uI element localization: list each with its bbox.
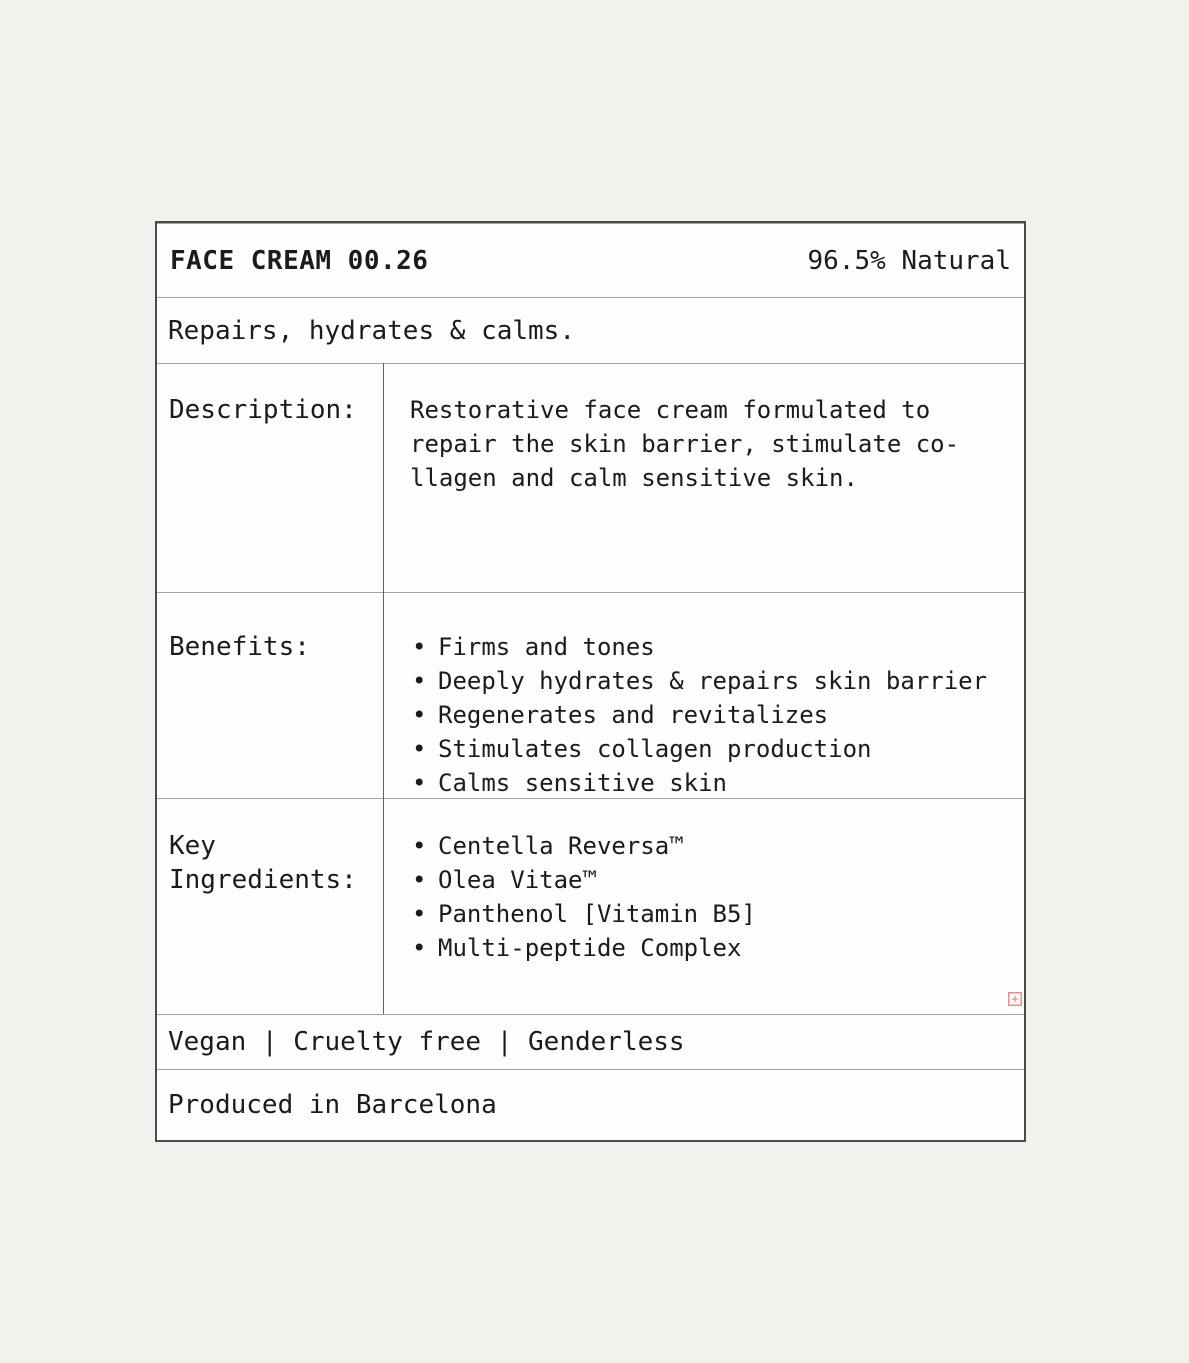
benefit-item: • Regenerates and revitalizes	[383, 698, 1024, 732]
benefits-row	[157, 592, 1024, 798]
benefits-label-cell	[157, 593, 383, 798]
natural-percentage-label: 96.5% Natural	[807, 245, 1011, 276]
product-title: FACE CREAM 00.26	[170, 245, 429, 276]
ingredient-item: • Centella Reversa™	[383, 829, 1024, 863]
header-row	[157, 223, 1024, 297]
plus-square-icon[interactable]	[1008, 981, 1022, 995]
description-line: Restorative face cream formulated to	[410, 396, 931, 424]
benefit-item: • Deeply hydrates & repairs skin barrier	[383, 664, 1024, 698]
description-label: Description:	[169, 395, 357, 425]
ingredient-item: • Olea Vitae™	[383, 863, 1024, 897]
origin-text: Produced in Barcelona	[168, 1090, 497, 1120]
benefit-item: • Firms and tones	[383, 630, 1024, 664]
benefit-item: • Stimulates collagen production	[383, 732, 1024, 766]
column-divider	[383, 363, 384, 1014]
key-ingredients-list	[383, 829, 1024, 965]
key-ingredients-row	[157, 798, 1024, 1014]
key-ingredients-label-cell	[157, 799, 383, 1014]
key-ingredients-content-cell	[383, 799, 1024, 1014]
benefits-list	[383, 630, 1024, 800]
description-line: repair the skin barrier, stimulate co-	[410, 430, 960, 458]
description-row	[157, 363, 1024, 592]
origin-row	[157, 1069, 1024, 1140]
key-ingredients-label: Key Ingredients:	[169, 831, 357, 895]
attributes-text: Vegan | Cruelty free | Genderless	[168, 1027, 685, 1057]
ingredient-item: • Panthenol [Vitamin B5]	[383, 897, 1024, 931]
benefits-label: Benefits:	[169, 632, 310, 662]
benefit-item: • Calms sensitive skin	[383, 766, 1024, 800]
attributes-row	[157, 1014, 1024, 1069]
benefits-content-cell	[383, 593, 1024, 798]
tagline-row	[157, 297, 1024, 363]
description-line: llagen and calm sensitive skin.	[410, 464, 858, 492]
description-content-cell	[383, 364, 1024, 592]
ingredient-item: • Multi-peptide Complex	[383, 931, 1024, 965]
description-label-cell	[157, 364, 383, 592]
product-spec-card	[155, 221, 1026, 1142]
product-tagline: Repairs, hydrates & calms.	[168, 315, 575, 346]
